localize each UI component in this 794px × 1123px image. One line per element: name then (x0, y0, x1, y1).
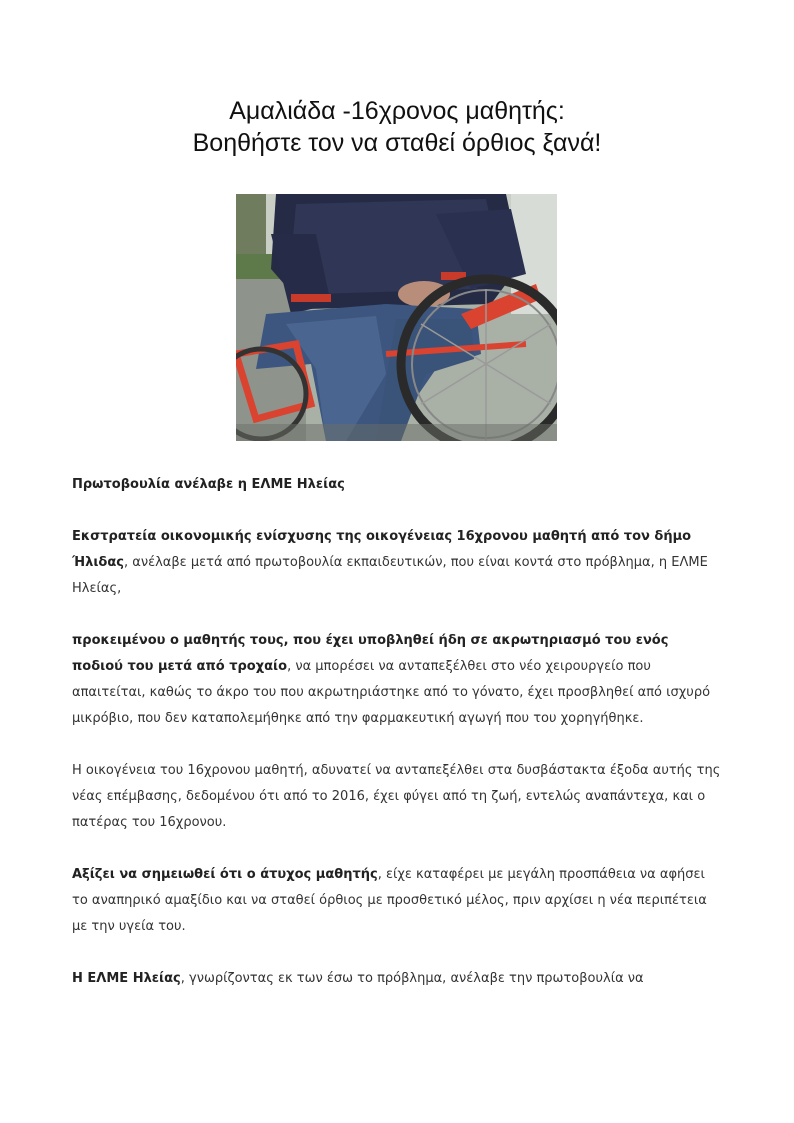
article-body (72, 472, 722, 1018)
paragraph-3: Η οικογένεια του 16χρονου μαθητή, αδυνατεί να ανταπεξέλθει στα δυσβάστακτα έξοδα αυτής της νέας επέμβασης, δεδομένου ότι από το 2016, έχει φύγει από τη ζωή, εντελώς αναπάντεχα, και ο πατέρας του 16χρονου. (72, 763, 721, 830)
paragraph-1: Εκστρατεία οικονομικής ενίσχυσης της οικογένειας 16χρονου μαθητή από τον δήμο Ήλιδας, ανέλαβε μετά από πρωτοβουλία εκπαιδευτικών, που είναι κοντά στο πρόβλημα, η ΕΛΜΕ Ηλείας, (72, 529, 708, 596)
title-line-1: Αμαλιάδα -16χρονος μαθητής: (229, 97, 565, 125)
title-line-2: Βοηθήστε τον να σταθεί όρθιος ξανά! (192, 129, 602, 157)
article-title (0, 95, 794, 159)
paragraph-2: προκειμένου ο μαθητής τους, που έχει υποβληθεί ήδη σε ακρωτηριασμό του ενός ποδιού του μετά από τροχαίο, να μπορέσει να ανταπεξέλθει στο νέο χειρουργείο που απαιτείται, καθώς το άκρο του που ακρωτηριάστηκε από το γόνατο, έχει προσβληθεί από ισχυρό μικρόβιο, που δεν καταπολεμήθηκε από την φαρμακευτική αγωγή που του χορηγήθηκε. (72, 633, 711, 726)
paragraph-4: Αξίζει να σημειωθεί ότι ο άτυχος μαθητής, είχε καταφέρει με μεγάλη προσπάθεια να αφήσει το αναπηρικό αμαξίδιο και να σταθεί όρθιος με προσθετικό μέλος, πριν αρχίσει η νέα περιπέτεια με την υγεία του. (72, 867, 707, 934)
subheading: Πρωτοβουλία ανέλαβε η ΕΛΜΕ Ηλείας (72, 477, 345, 492)
wheelchair-photo (236, 194, 557, 441)
paragraph-5: Η ΕΛΜΕ Ηλείας, γνωρίζοντας εκ των έσω το πρόβλημα, ανέλαβε την πρωτοβουλία να (72, 971, 644, 986)
